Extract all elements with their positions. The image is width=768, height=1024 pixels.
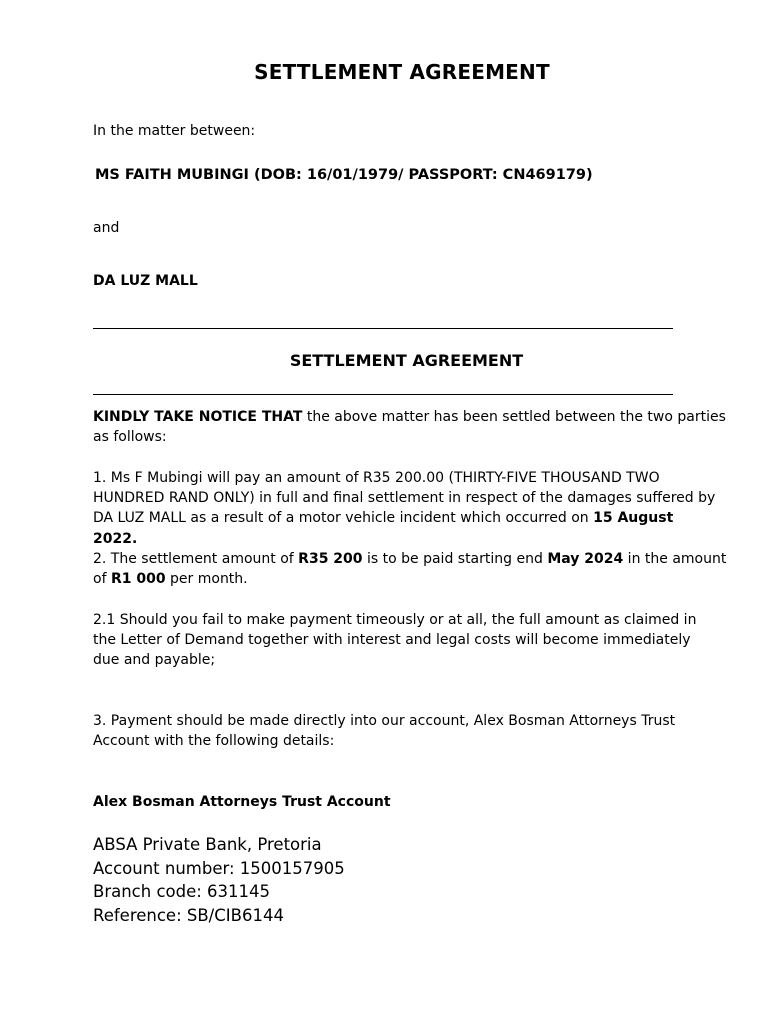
clause-1-date: 15 August 2022. <box>93 510 674 547</box>
clause-2 <box>93 549 733 589</box>
party-one: MS FAITH MUBINGI (DOB: 16/01/1979/ PASSPORT: CN469179) <box>95 167 593 183</box>
branch-code: Branch code: 631145 <box>93 882 271 901</box>
clause-2-text-a: 2. The settlement amount of <box>93 551 299 567</box>
notice-paragraph <box>93 407 733 447</box>
page-title: SETTLEMENT AGREEMENT <box>254 60 550 84</box>
conjunction-text: and <box>93 220 120 236</box>
clause-3: 3. Payment should be made directly into our account, Alex Bosman Attorneys Trust Account with the following details: <box>93 713 676 750</box>
account-number: Account number: 1500157905 <box>93 858 345 878</box>
clause-1 <box>93 468 721 549</box>
notice-rest: the above matter has been settled between the two parties as follows: <box>93 409 726 446</box>
clause-2-text-b: is to be paid starting end <box>362 551 548 567</box>
start-date: May 2024 <box>547 551 624 567</box>
clause-2-1: 2.1 Should you fail to make payment timeously or at all, the full amount as claimed in the Letter of Demand together with interest and legal costs will become immediately due and payable; <box>93 612 697 669</box>
party-two: DA LUZ MALL <box>93 273 198 289</box>
clause-2-text-c: in the amount of <box>93 551 727 588</box>
divider-top <box>93 328 673 329</box>
settlement-amount: R35 200 <box>298 551 363 567</box>
bank-name: ABSA Private Bank, Pretoria <box>93 835 322 854</box>
clause-1-text: 1. Ms F Mubingi will pay an amount of R35 200.00 (THIRTY-FIVE THOUSAND TWO HUNDRED RAND ONLY) in full and final settlement in respect of the damages suffered by DA LUZ MALL as a result of a motor vehicle incident which occurred on <box>93 470 716 527</box>
clause-2-text-d: per month. <box>165 571 248 588</box>
bank-details <box>93 833 345 927</box>
section-subtitle: SETTLEMENT AGREEMENT <box>289 351 524 370</box>
divider-bottom <box>93 394 673 395</box>
notice-lead: KINDLY TAKE NOTICE THAT <box>93 409 303 425</box>
installment-amount: R1 000 <box>110 571 166 588</box>
payment-reference: Reference: SB/CIB6144 <box>93 905 284 925</box>
intro-text: In the matter between: <box>93 123 256 139</box>
account-heading: Alex Bosman Attorneys Trust Account <box>93 794 391 810</box>
